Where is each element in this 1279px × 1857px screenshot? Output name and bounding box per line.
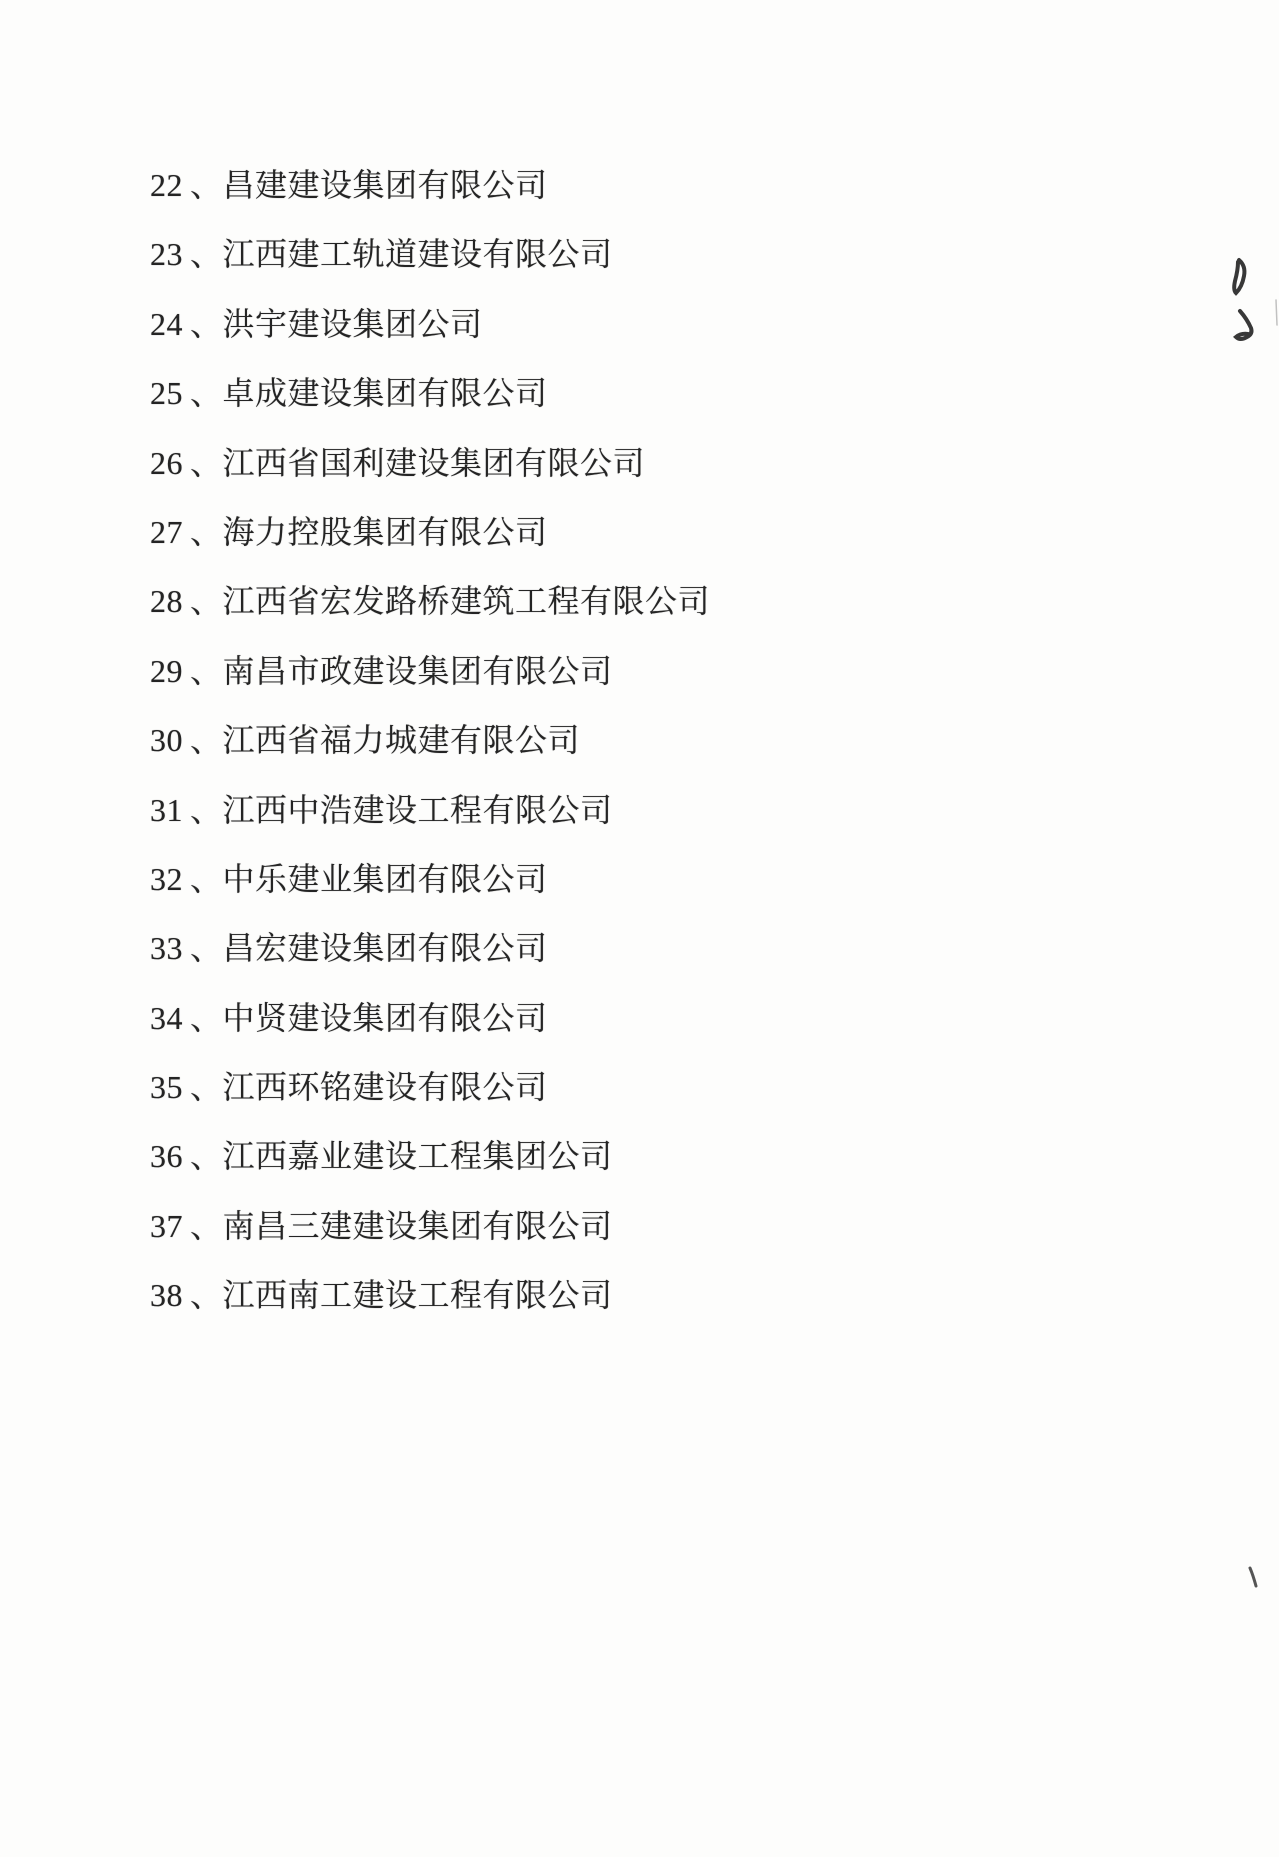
- enumeration-comma: 、: [190, 722, 223, 759]
- item-number: 29: [150, 652, 183, 689]
- list-item: [150, 845, 1239, 914]
- list-item: [150, 1192, 1239, 1261]
- item-number: 23: [150, 236, 183, 273]
- scan-artifact-line: [1276, 300, 1277, 325]
- item-number: 32: [150, 860, 183, 897]
- enumeration-comma: 、: [190, 583, 223, 620]
- enumeration-comma: 、: [190, 1207, 223, 1244]
- item-number: 31: [150, 791, 183, 828]
- list-item: [150, 1261, 1239, 1330]
- item-number: 33: [150, 930, 183, 967]
- list-item: [150, 1053, 1239, 1122]
- company-name: 江西建工轨道建设有限公司: [222, 236, 613, 273]
- enumeration-comma: 、: [190, 305, 223, 342]
- list-item: [150, 429, 1239, 498]
- enumeration-comma: 、: [190, 652, 223, 689]
- item-number: 34: [150, 999, 183, 1036]
- company-name: 南昌三建建设集团有限公司: [222, 1207, 613, 1244]
- item-number: 26: [150, 444, 183, 481]
- item-number: 22: [150, 167, 183, 203]
- pen-mark-bottom-icon: [1250, 1568, 1256, 1586]
- list-item: [150, 1122, 1239, 1191]
- item-number: 27: [150, 513, 183, 550]
- item-number: 36: [150, 1138, 183, 1175]
- enumeration-comma: 、: [190, 513, 223, 550]
- enumeration-comma: 、: [190, 1069, 223, 1106]
- enumeration-comma: 、: [190, 1138, 223, 1175]
- company-name: 江西环铭建设有限公司: [222, 1069, 548, 1106]
- enumeration-comma: 、: [190, 999, 223, 1036]
- item-number: 37: [150, 1207, 183, 1244]
- list-item: [150, 498, 1239, 567]
- list-item: [150, 567, 1239, 636]
- list-item: [150, 914, 1239, 983]
- list-item: [150, 290, 1239, 359]
- company-name: 江西南工建设工程有限公司: [222, 1277, 613, 1314]
- item-number: 24: [150, 305, 183, 342]
- enumeration-comma: 、: [190, 167, 223, 203]
- company-name: 海力控股集团有限公司: [222, 513, 548, 550]
- item-number: 25: [150, 375, 183, 412]
- list-item: [150, 359, 1239, 428]
- list-item: [150, 984, 1239, 1053]
- company-name: 中乐建业集团有限公司: [222, 860, 548, 897]
- enumeration-comma: 、: [190, 930, 223, 967]
- enumeration-comma: 、: [190, 860, 223, 897]
- list-item: [150, 776, 1239, 845]
- enumeration-comma: 、: [190, 791, 223, 828]
- list-item: [150, 706, 1239, 775]
- item-number: 30: [150, 722, 183, 759]
- company-name: 江西省国利建设集团有限公司: [222, 444, 646, 481]
- enumeration-comma: 、: [190, 444, 223, 481]
- company-name: 昌宏建设集团有限公司: [222, 930, 548, 967]
- list-item: [150, 637, 1239, 706]
- item-number: 35: [150, 1069, 183, 1106]
- company-name: 中贤建设集团有限公司: [222, 999, 548, 1036]
- company-name: 卓成建设集团有限公司: [222, 375, 548, 412]
- enumeration-comma: 、: [190, 375, 223, 412]
- company-list: [150, 151, 1239, 1331]
- company-name: 南昌市政建设集团有限公司: [222, 652, 613, 689]
- item-number: 28: [150, 583, 183, 620]
- company-name: 江西中浩建设工程有限公司: [222, 791, 613, 828]
- company-name: 昌建建设集团有限公司: [222, 167, 548, 203]
- company-name: 洪宇建设集团公司: [222, 305, 483, 342]
- company-name: 江西省宏发路桥建筑工程有限公司: [222, 583, 711, 620]
- enumeration-comma: 、: [190, 1277, 223, 1314]
- item-number: 38: [150, 1277, 183, 1314]
- list-item: [150, 220, 1239, 289]
- enumeration-comma: 、: [190, 236, 223, 273]
- company-name: 江西省福力城建有限公司: [222, 722, 581, 759]
- list-item: [150, 151, 1239, 220]
- company-name: 江西嘉业建设工程集团公司: [222, 1138, 613, 1175]
